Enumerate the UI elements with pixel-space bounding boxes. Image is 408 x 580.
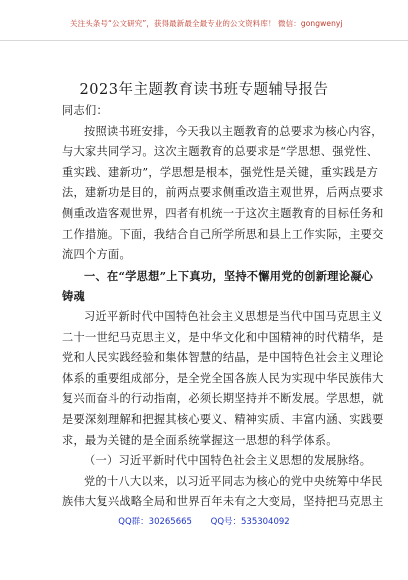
text-line: 党和人民实践经验和集体智慧的结晶，是中国特色社会主义理论 [62, 351, 384, 365]
text-line: 铸魂 [62, 289, 85, 304]
text-line: 体系的重要组成部分，是全党全国各族人民为实现中华民族伟大 [62, 371, 384, 385]
text-line: 党的十八大以来，以习近平同志为核心的党中央统筹中华民 [84, 474, 383, 488]
text-line: （一）习近平新时代中国特色社会主义思想的发展脉络。 [84, 454, 372, 468]
text-line: 侧重改造客观世界，四者有机统一于这次主题教育的目标任务和 [62, 206, 384, 220]
text-line: 是要深刻理解和把握其核心要义、精神实质、丰富内涵、实践要 [62, 412, 384, 426]
text-line: 法，建新功是目的，前两点要求侧重改造主观世界，后两点要求 [62, 186, 384, 200]
text-line: 流四个方面。 [62, 248, 131, 262]
footer-qq-group: QQ群：30265665 [118, 517, 192, 527]
text-line: 求，最为关键的是全面系统掌握这一思想的科学体系。 [62, 433, 338, 447]
text-line: 重实践、建新功”，学思想是根本，强党性是关键，重实践是方 [62, 165, 379, 179]
footer-qq: QQ号：535304092 [210, 517, 290, 527]
text-line: 一、在“学思想”上下真功，坚持不懈用党的创新理论凝心 [84, 268, 374, 283]
banner-text: 关注头条号“公文研究”，获得最新最全最专业的公文资料库！ 微信：gongwenyj [70, 19, 343, 28]
document-title: 2023年主题教育读书班专题辅导报告 [79, 82, 329, 98]
footer [0, 515, 408, 527]
text-line: 工作措施。下面，我结合自己所学所思和县上工作实际，主要交 [62, 227, 384, 241]
text-line: 复兴而奋斗的行动指南，必须长期坚持并不断发展。学思想，就 [62, 392, 384, 406]
text-line: 与大家共同学习。这次主题教育的总要求是“学思想、强党性、 [62, 145, 379, 159]
text-line: 族伟大复兴战略全局和世界百年未有之大变局，坚持把马克思主 [62, 495, 384, 509]
text-line: 习近平新时代中国特色社会主义思想是当代中国马克思主义 [84, 309, 383, 323]
header-banner [0, 0, 408, 41]
paragraph-lines [62, 122, 384, 513]
text-line: 按照读书班安排，今天我以主题教育的总要求为核心内容， [84, 124, 383, 138]
text-line: 二十一世纪马克思主义，是中华文化和中国精神的时代精华，是 [62, 330, 384, 344]
document-body [62, 101, 384, 513]
salutation: 同志们： [62, 104, 108, 117]
